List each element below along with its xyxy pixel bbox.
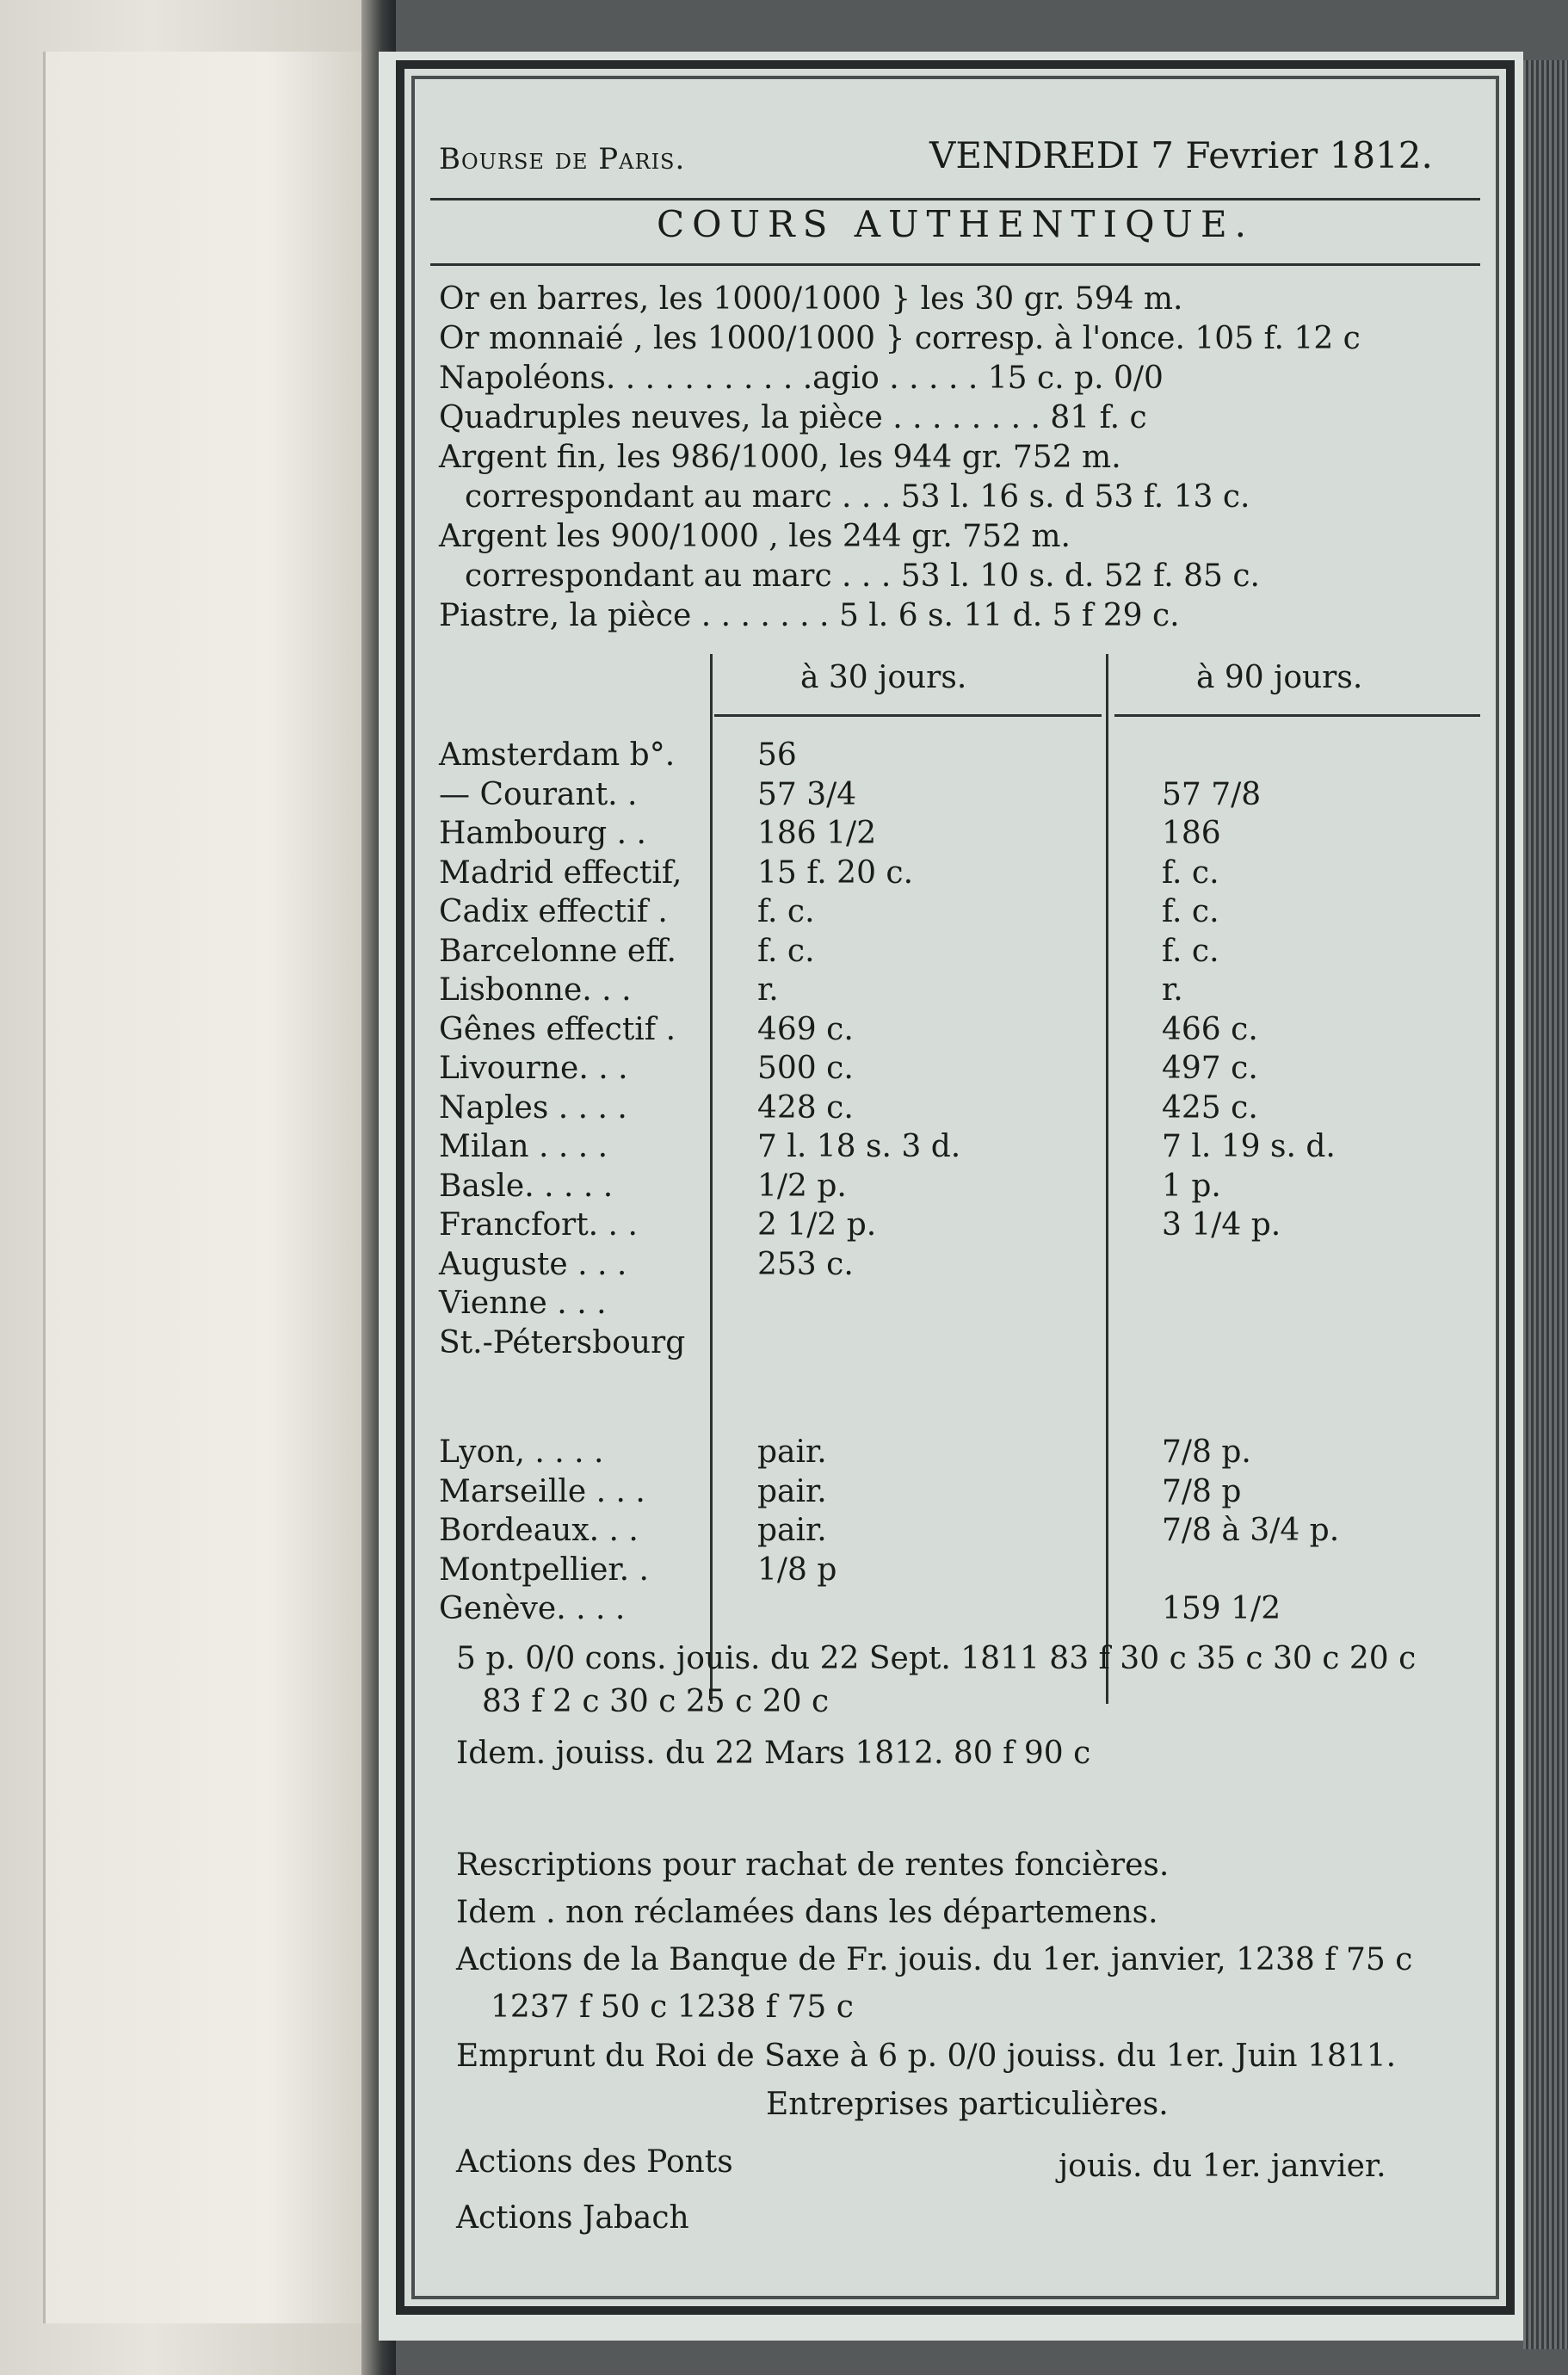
place-name: Lisbonne. . . [439, 972, 632, 1008]
section-heading: Entreprises particulières. [766, 2087, 1169, 2122]
value-30-days: f. c. [757, 933, 815, 969]
value-90-days: f. c. [1162, 894, 1219, 929]
metal-line: Or monnaié , les 1000/1000 } corresp. à l'once. 105 f. 12 c [439, 321, 1361, 356]
value-90-days: 7 l. 19 s. d. [1162, 1129, 1336, 1164]
rente-line: Actions des Ponts [456, 2144, 733, 2180]
place-name: Marseille . . . [439, 1473, 645, 1509]
value-30-days: 57 3/4 [757, 776, 857, 812]
metal-line: Quadruples neuves, la pièce . . . . . . . . 81 f. c [439, 400, 1147, 435]
rente-line: 83 f 2 c 30 c 25 c 20 c [482, 1684, 830, 1719]
place-name: Gênes effectif . [439, 1011, 676, 1047]
value-30-days: 469 c. [757, 1011, 854, 1047]
header-rule [430, 198, 1480, 200]
page-title: COURS AUTHENTIQUE. [657, 203, 1254, 245]
place-name: Lyon, . . . . [439, 1434, 604, 1470]
place-name: Montpellier. . [439, 1551, 649, 1588]
rente-line: Actions de la Banque de Fr. jouis. du 1er. janvier, 1238 f 75 c [456, 1942, 1413, 1977]
facing-page-fold [43, 52, 364, 2323]
rente-line: Rescriptions pour rachat de rentes foncières. [456, 1848, 1170, 1883]
value-30-days: 1/2 p. [757, 1168, 847, 1204]
page-edges [1523, 60, 1568, 2349]
value-30-days: pair. [757, 1513, 827, 1548]
place-name: Cadix effectif . [439, 894, 668, 929]
rente-line: jouis. du 1er. janvier. [1059, 2149, 1386, 2184]
place-name: Amsterdam b°. [439, 737, 676, 773]
value-90-days: f. c. [1162, 854, 1219, 891]
place-name: Livourne. . . [439, 1051, 628, 1086]
metal-line: Argent fin, les 986/1000, les 944 gr. 752 m. [439, 440, 1121, 475]
header-left: Bourse de Paris. [439, 142, 686, 176]
value-90-days: 1 p. [1162, 1168, 1221, 1204]
title-rule [430, 263, 1480, 266]
value-90-days: 159 1/2 [1162, 1591, 1281, 1626]
table-divider [1106, 654, 1108, 1704]
place-name: Barcelonne eff. [439, 933, 676, 969]
value-90-days: f. c. [1162, 933, 1219, 969]
value-30-days: 428 c. [757, 1089, 854, 1126]
value-90-days: r. [1162, 972, 1183, 1008]
rente-line: 5 p. 0/0 cons. jouis. du 22 Sept. 1811 83 f 30 c 35 c 30 c 20 c [456, 1641, 1417, 1676]
column-header-90: à 90 jours. [1196, 660, 1363, 695]
place-name: Genève. . . . [439, 1591, 626, 1626]
value-30-days: 186 1/2 [757, 816, 877, 851]
metal-line: Or en barres, les 1000/1000 } les 30 gr. 594 m. [439, 281, 1183, 317]
place-name: Milan . . . . [439, 1129, 608, 1164]
sheet-content [430, 95, 1480, 2289]
header-right: VENDREDI 7 Fevrier 1812. [929, 134, 1433, 176]
value-30-days: pair. [757, 1434, 827, 1470]
value-90-days: 57 7/8 [1162, 776, 1262, 812]
place-name: Bordeaux. . . [439, 1513, 639, 1548]
place-name: Francfort. . . [439, 1207, 638, 1243]
column-rule [714, 714, 1102, 717]
value-30-days: 500 c. [757, 1051, 854, 1086]
table-divider [710, 654, 713, 1704]
value-90-days: 186 [1162, 816, 1221, 851]
value-90-days: 497 c. [1162, 1051, 1258, 1086]
column-header-30: à 30 jours. [800, 660, 967, 695]
place-name: Auguste . . . [439, 1246, 627, 1282]
place-name: Basle. . . . . [439, 1168, 614, 1204]
value-30-days: 253 c. [757, 1246, 854, 1282]
value-90-days: 7/8 p [1162, 1473, 1242, 1509]
value-30-days: f. c. [757, 894, 815, 929]
place-name: Hambourg . . [439, 816, 646, 851]
rente-line: Idem. jouiss. du 22 Mars 1812. 80 f 90 c [456, 1736, 1091, 1771]
rente-line: Actions Jabach [456, 2200, 689, 2236]
value-90-days: 3 1/4 p. [1162, 1207, 1281, 1243]
place-name: Madrid effectif, [439, 854, 682, 891]
printed-sheet [396, 60, 1515, 2315]
value-90-days: 7/8 p. [1162, 1434, 1251, 1470]
metal-line: Piastre, la pièce . . . . . . . 5 l. 6 s. 11 d. 5 f 29 c. [439, 598, 1180, 633]
metal-line: Napoléons. . . . . . . . . . .agio . . . . . 15 c. p. 0/0 [439, 361, 1164, 396]
value-90-days: 466 c. [1162, 1011, 1258, 1047]
value-90-days: 425 c. [1162, 1089, 1258, 1126]
value-30-days: 1/8 p [757, 1551, 837, 1588]
value-30-days: pair. [757, 1473, 827, 1509]
metal-line: Argent les 900/1000 , les 244 gr. 752 m. [439, 519, 1071, 554]
rente-line: Idem . non réclamées dans les départemens. [456, 1895, 1158, 1930]
value-30-days: 7 l. 18 s. 3 d. [757, 1129, 961, 1164]
facing-page [0, 0, 379, 2375]
value-30-days: 15 f. 20 c. [757, 854, 914, 891]
value-30-days: r. [757, 972, 779, 1008]
rente-line: Emprunt du Roi de Saxe à 6 p. 0/0 jouiss. du 1er. Juin 1811. [456, 2039, 1397, 2074]
place-name: St.-Pétersbourg [439, 1324, 686, 1360]
place-name: — Courant. . [439, 776, 638, 812]
place-name: Naples . . . . [439, 1089, 627, 1126]
place-name: Vienne . . . [439, 1286, 607, 1321]
column-rule [1114, 714, 1480, 717]
rente-line: 1237 f 50 c 1238 f 75 c [491, 1989, 854, 2025]
value-30-days: 56 [757, 737, 797, 773]
metal-line: correspondant au marc . . . 53 l. 10 s. d. 52 f. 85 c. [465, 558, 1260, 594]
value-90-days: 7/8 à 3/4 p. [1162, 1513, 1340, 1548]
value-30-days: 2 1/2 p. [757, 1207, 877, 1243]
metal-line: correspondant au marc . . . 53 l. 16 s. d 53 f. 13 c. [465, 479, 1250, 515]
